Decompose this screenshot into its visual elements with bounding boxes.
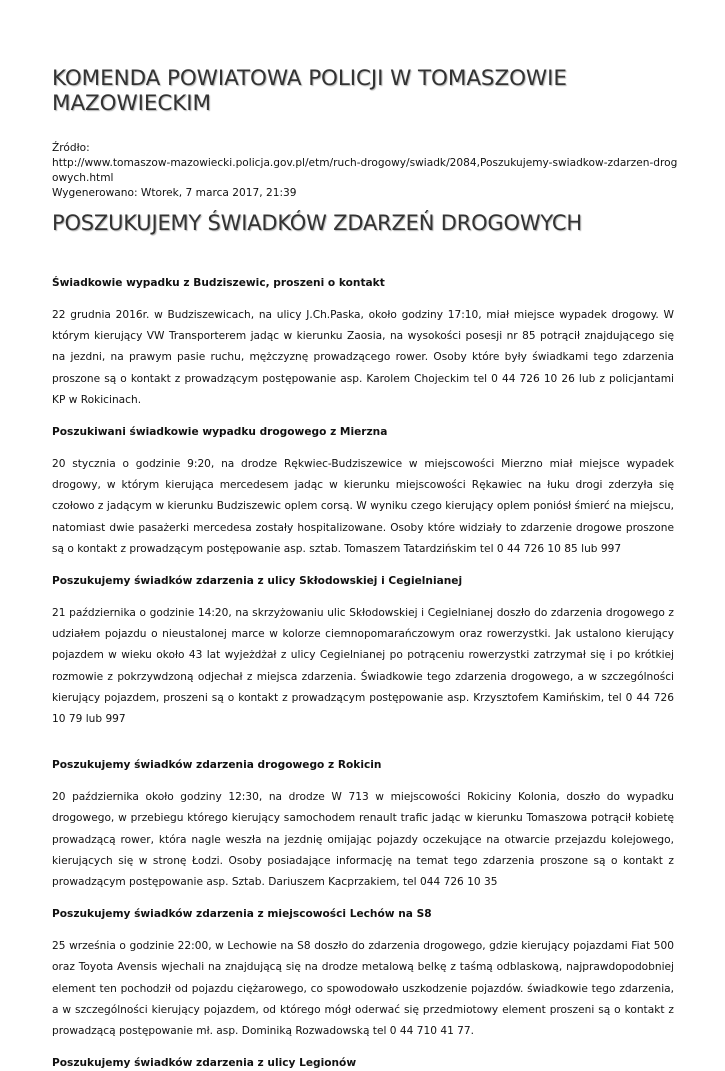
section-heading: Poszukujemy świadków zdarzenia z ulicy Legionów [52,1057,357,1070]
article-content [52,276,674,1071]
section-body: 20 października około godziny 12:30, na drodze W 713 w miejscowości Rokiciny Kolonia, doszło do wypadku drogowego, w przebiegu którego kierujący samochodem renault trafic jadąc w kierunku Tomaszowa potrącił kobietę prowadzącą rower, która nagle weszła na jezdnię omijając pojazdy oczekujące na otwarcie przejazdu kolejowego, kierujących się w stronę Łodzi. Osoby posiadające informację na temat tego zdarzenia proszone są o kontakt z prowadzącym postępowanie asp. Sztab. Dariuszem Kacprzakiem, tel 044 726 10 35 [52,791,674,889]
section-heading: Świadkowie wypadku z Budziszewic, proszeni o kontakt [52,277,385,289]
article-section [52,907,674,1042]
article-section [52,758,674,893]
source-label: Źródło: [52,142,90,154]
section-heading: Poszukujemy świadków zdarzenia z miejscowości Lechów na S8 [52,908,432,921]
article-section [52,1056,674,1071]
article-section [52,425,674,560]
article-section [52,574,674,730]
article-section [52,276,674,411]
section-spacer [52,744,674,758]
section-body: 21 października o godzinie 14:20, na skrzyżowaniu ulic Skłodowskiej i Cegielnianej doszło do zdarzenia drogowego z udziałem pojazdu o nieustalonej marce w kolorze ciemnopomarańczowym oraz rowerzystki. Jak ustalono kierujący pojazdem w wieku około 43 lat wyjeżdżał z ulicy Cegielnianej po potrąceniu rowerzystki zatrzymał się i po krótkiej rozmowie z pokrzywdzoną odjechał z miejsca zdarzenia. Świadkowie tego zdarzenia drogowego, a w szczególności kierujący pojazdem, proszeni są o kontakt z prowadzącym postępowanie asp. Krzysztofem Kamińskim, tel 0 44 726 10 79 lub 997 [52,607,674,726]
section-body: 20 stycznia o godzinie 9:20, na drodze Rękwiec-Budziszewice w miejscowości Mierzno miał miejsce wypadek drogowy, w którym kierująca mercedesem jadąc w kierunku miejscowości Rękawiec na łuku drogi zderzyła się czołowo z jadącym w kierunku Budziszewic oplem corsą. W wyniku czego kierujący oplem poniósł śmierć na miejscu, natomiast dwie pasażerki mercedesa zostały hospitalizowane. Osoby które widziały to zdarzenie drogowe proszone są o kontakt z prowadzącym postępowanie asp. sztab. Tomaszem Tatardzińskim tel 0 44 726 10 85 lub 997 [52,458,674,555]
source-url[interactable]: http://www.tomaszow-mazowiecki.policja.gov.pl/etm/ruch-drogowy/swiadk/2084,Poszukujemy-swiadkow-zdarzen-drogowych.html [52,157,678,184]
document-meta [52,141,682,201]
organization-title: KOMENDA POWIATOWA POLICJI W TOMASZOWIE MAZOWIECKIM [52,66,567,116]
section-heading: Poszukujemy świadków zdarzenia drogowego z Rokicin [52,759,382,772]
page-title: POSZUKUJEMY ŚWIADKÓW ZDARZEŃ DROGOWYCH [52,211,582,235]
section-heading: Poszukujemy świadków zdarzenia z ulicy Skłodowskiej i Cegielnianej [52,575,463,588]
section-heading: Poszukiwani świadkowie wypadku drogowego z Mierzna [52,426,388,439]
generated-timestamp: Wygenerowano: Wtorek, 7 marca 2017, 21:39 [52,187,297,199]
section-body: 25 września o godzinie 22:00, w Lechowie na S8 doszło do zdarzenia drogowego, gdzie kierujący pojazdami Fiat 500 oraz Toyota Avensis wjechali na znajdującą się na drodze metalową belkę z taśmą odblaskową, najprawdopodobniej element ten pochodził od pojazdu ciężarowego, co spowodowało uszkodzenie pojazdów. świadkowie tego zdarzenia, a w szczególności kierujący pojazdem, od którego mógł oderwać się przedmiotowy element proszeni są o kontakt z prowadzącą postępowanie mł. asp. Dominiką Rozwadowską tel 0 44 710 41 77. [52,940,674,1038]
section-body: 22 grudnia 2016r. w Budziszewicach, na ulicy J.Ch.Paska, około godziny 17:10, miał miejsce wypadek drogowy. W którym kierujący VW Transporterem jadąc w kierunku Zaosia, na wysokości posesji nr 85 potrącił znajdującego się na jezdni, na prawym pasie ruchu, mężczyznę prowadzącego rower. Osoby które były świadkami tego zdarzenia proszone są o kontakt z prowadzącym postępowanie asp. Karolem Chojeckim tel 0 44 726 10 26 lub z policjantami KP w Rokicinach. [52,309,674,406]
